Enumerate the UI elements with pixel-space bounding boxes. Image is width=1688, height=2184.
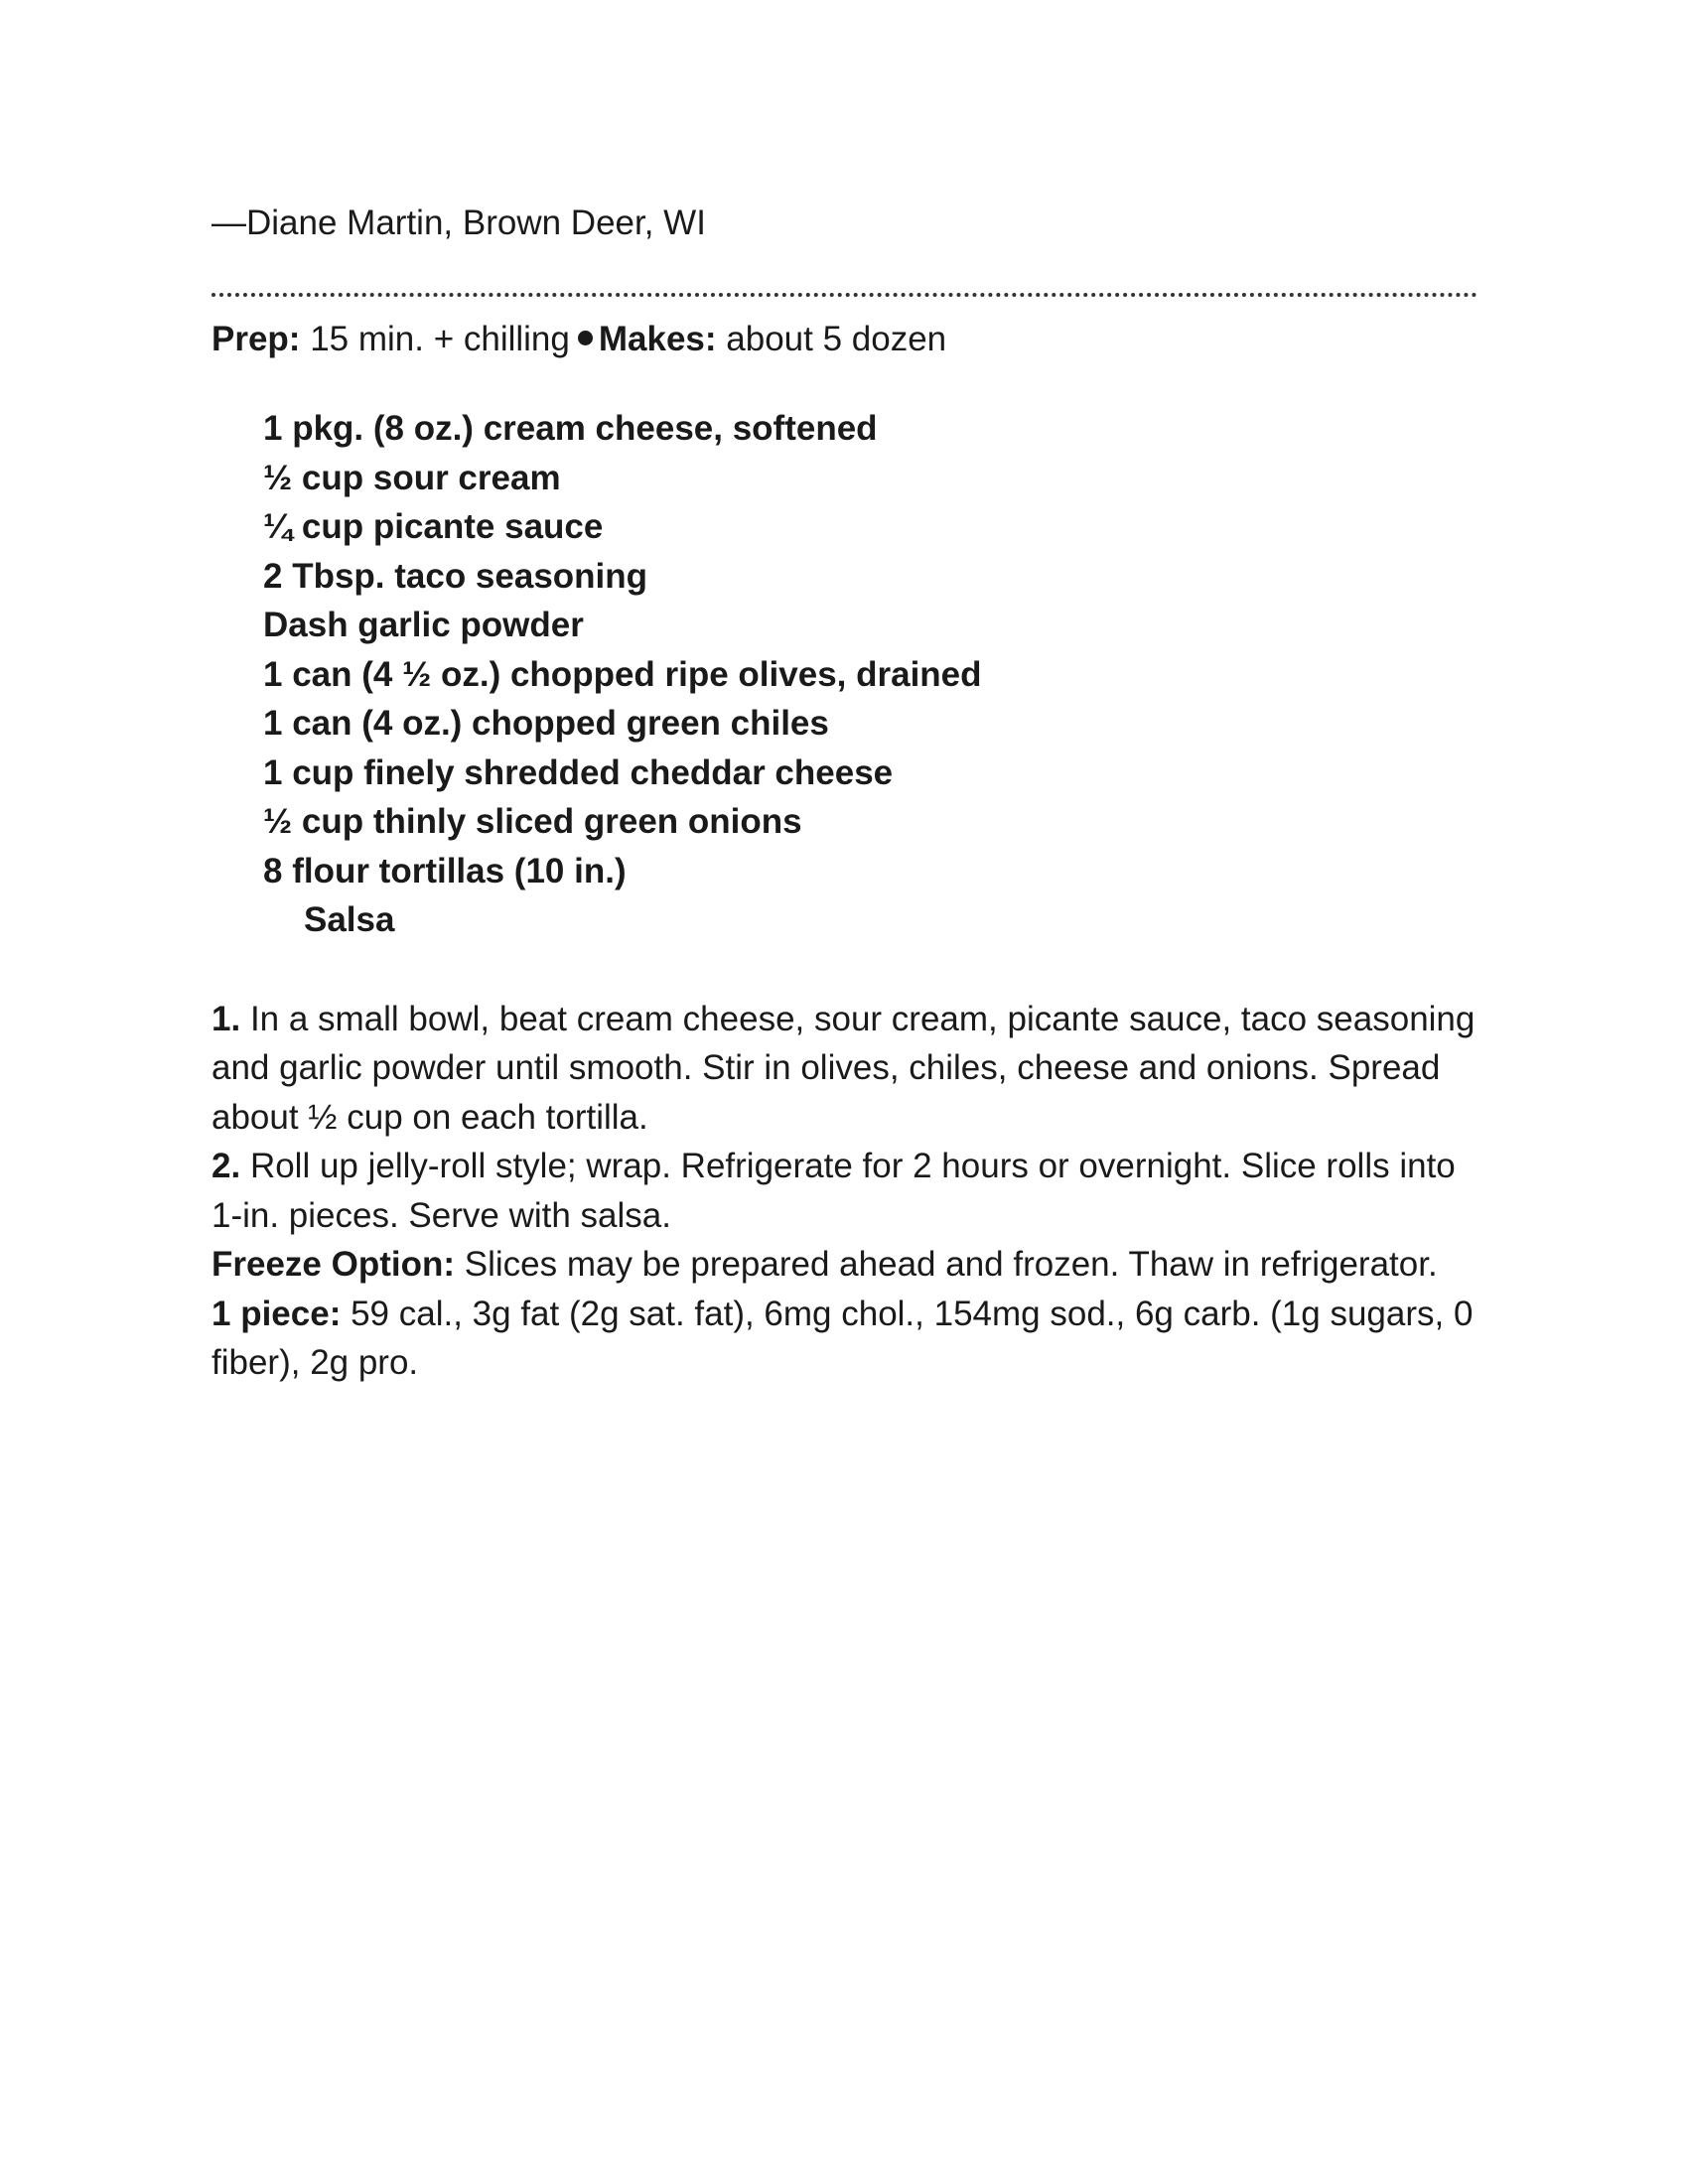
ingredient-item: ½ cup sour cream — [263, 458, 561, 497]
step-text: Roll up jelly-roll style; wrap. Refrigerate for 2 hours or overnight. Slice rolls into 1-in. pieces. Serve with salsa. — [211, 1147, 1456, 1235]
ingredient-item: 1 can (4 oz.) chopped green chiles — [263, 704, 829, 743]
prep-label: Prep: — [211, 320, 301, 358]
nutrition-text: 59 cal., 3g fat (2g sat. fat), 6mg chol., 154mg sod., 6g carb. (1g sugars, 0 fiber), 2g pro. — [211, 1294, 1474, 1382]
ingredient-item: 1 cup finely shredded cheddar cheese — [263, 752, 894, 792]
recipe-page — [211, 199, 1477, 1388]
ingredient-item: 1 pkg. (8 oz.) cream cheese, softened — [263, 409, 878, 448]
makes-label: Makes: — [598, 320, 717, 358]
ingredient-list — [211, 404, 1477, 945]
step-number: 2. — [211, 1147, 241, 1185]
ingredient-item: ½ cup thinly sliced green onions — [263, 802, 802, 841]
freeze-label: Freeze Option: — [211, 1245, 456, 1284]
ingredient-item: 8 flour tortillas (10 in.) — [263, 851, 627, 890]
directions — [211, 995, 1477, 1388]
recipe-byline: —Diane Martin, Brown Deer, WI — [211, 204, 706, 242]
step-text: In a small bowl, beat cream cheese, sour cream, picante sauce, taco seasoning and garlic powder until smooth. Stir in olives, chiles, cheese and onions. Spread about ½ cup on each tortilla. — [211, 999, 1476, 1137]
step-number: 1. — [211, 999, 241, 1038]
ingredient-item: ¼ cup picante sauce — [263, 507, 604, 546]
nutrition-facts — [211, 1290, 1477, 1388]
step-1 — [211, 995, 1477, 1143]
nutrition-label: 1 piece: — [211, 1294, 342, 1333]
prep-value: 15 min. + chilling — [310, 320, 570, 358]
dotted-divider — [211, 293, 1477, 297]
freeze-text: Slices may be prepared ahead and frozen. Thaw in refrigerator. — [464, 1245, 1438, 1284]
makes-value: about 5 dozen — [726, 320, 947, 358]
ingredient-item: Salsa — [304, 900, 395, 939]
step-2 — [211, 1142, 1477, 1240]
ingredient-item: Dash garlic powder — [263, 606, 584, 644]
freeze-option — [211, 1240, 1477, 1290]
bullet-icon — [578, 331, 593, 345]
ingredient-item: 2 Tbsp. taco seasoning — [263, 556, 648, 596]
ingredient-item: 1 can (4 ½ oz.) chopped ripe olives, drained — [263, 654, 982, 694]
recipe-meta — [211, 315, 1477, 364]
